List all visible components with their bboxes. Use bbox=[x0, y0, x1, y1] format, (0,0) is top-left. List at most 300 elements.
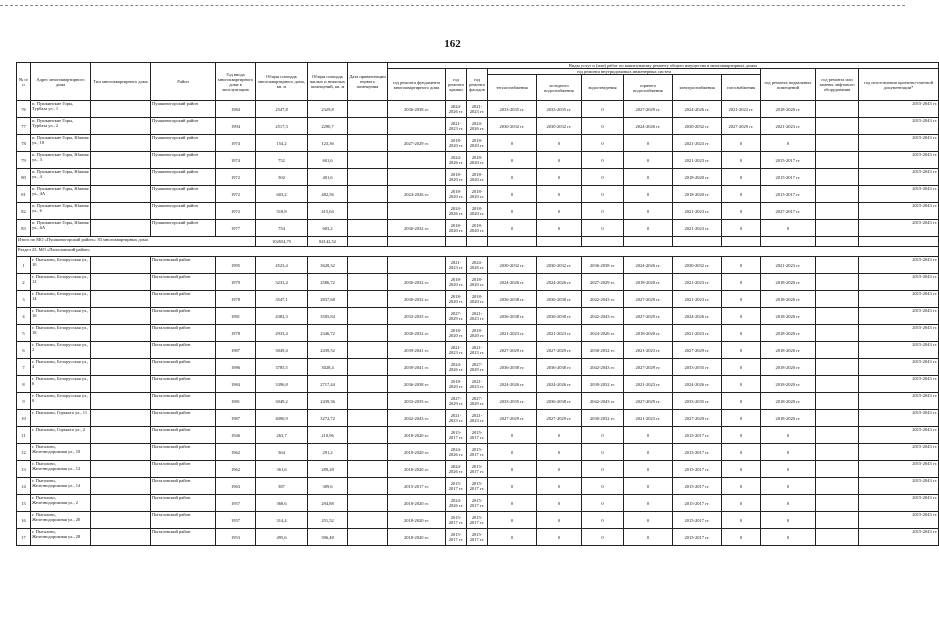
type-cell bbox=[91, 257, 151, 274]
design-cell: 2015-2043 гг. bbox=[859, 257, 939, 274]
heat-cell: 2030-2032 гг. bbox=[488, 257, 537, 274]
section-label: Раздел 23. МО «Пыталовский район» bbox=[17, 247, 939, 257]
year-cell: 1963 bbox=[216, 478, 256, 495]
res-area-cell: 2586,72 bbox=[308, 274, 348, 291]
type-cell bbox=[91, 169, 151, 186]
elec-cell: 2015-2017 гг. bbox=[673, 512, 722, 529]
facade-cell: 2015-2017 гг. bbox=[467, 529, 488, 546]
total-area-cell: 3547,1 bbox=[256, 291, 308, 308]
total-area-cell: 361,6 bbox=[256, 461, 308, 478]
lift-cell bbox=[816, 393, 859, 410]
table-row bbox=[17, 135, 939, 152]
foundation-cell: 2018-2020 гг. bbox=[388, 529, 446, 546]
table-row bbox=[17, 291, 939, 308]
elec-cell: 2021-2023 гг. bbox=[673, 135, 722, 152]
design-cell: 2015-2043 гг. bbox=[859, 135, 939, 152]
facade-cell: 2018-2020 гг. bbox=[467, 291, 488, 308]
year-cell: 1995 bbox=[216, 257, 256, 274]
premises-cell: 0 bbox=[761, 427, 816, 444]
total-area-cell: 3049,2 bbox=[256, 393, 308, 410]
elec-cell: 2021-2023 гг. bbox=[673, 203, 722, 220]
premises-cell: 2015-2017 гг. bbox=[761, 186, 816, 203]
address-cell: г. Пыталово, Белорусская ул., 2 bbox=[31, 342, 91, 359]
heat-cell: 2024-2026 гг. bbox=[488, 274, 537, 291]
lift-cell bbox=[816, 101, 859, 118]
table-row bbox=[17, 186, 939, 203]
type-cell bbox=[91, 461, 151, 478]
res-area-cell: 2439,36 bbox=[308, 393, 348, 410]
design-cell: 2015-2043 гг. bbox=[859, 444, 939, 461]
drain-cell: 2027-2029 гг. bbox=[582, 274, 624, 291]
gas-cell: 0 bbox=[722, 220, 761, 237]
type-cell bbox=[91, 444, 151, 461]
cold-cell: 0 bbox=[537, 135, 582, 152]
address-cell: г. Пыталово, Железнодорожная ул., 20 bbox=[31, 512, 91, 529]
roof-cell: 2024-2026 гг. bbox=[446, 101, 467, 118]
gas-cell: 0 bbox=[722, 376, 761, 393]
col-elec-header: электроснабжения bbox=[673, 75, 722, 101]
roof-cell: 2027-2029 гг. bbox=[446, 308, 467, 325]
res-area-cell: 601,6 bbox=[308, 152, 348, 169]
res-area-cell: 482,56 bbox=[308, 186, 348, 203]
drain-cell: 0 bbox=[582, 427, 624, 444]
gas-cell: 0 bbox=[722, 461, 761, 478]
drain-cell: 2042-2043 гг. bbox=[582, 359, 624, 376]
hot-cell: 0 bbox=[624, 186, 673, 203]
privat-cell bbox=[348, 342, 388, 359]
row-number: 17 bbox=[17, 529, 31, 546]
cold-cell: 0 bbox=[537, 444, 582, 461]
design-cell: 2015-2043 гг. bbox=[859, 186, 939, 203]
design-cell: 2015-2043 гг. bbox=[859, 169, 939, 186]
elec-cell: 2024-2026 гг. bbox=[673, 101, 722, 118]
gas-cell: 0 bbox=[722, 203, 761, 220]
gas-cell: 0 bbox=[722, 274, 761, 291]
cold-cell: 2021-2023 гг. bbox=[537, 325, 582, 342]
elec-cell: 2021-2023 гг. bbox=[673, 152, 722, 169]
cold-cell: 0 bbox=[537, 169, 582, 186]
lift-cell bbox=[816, 376, 859, 393]
cold-cell: 0 bbox=[537, 529, 582, 546]
drain-cell: 0 bbox=[582, 512, 624, 529]
roof-cell: 2018-2020 гг. bbox=[446, 274, 467, 291]
heat-cell: 0 bbox=[488, 478, 537, 495]
heat-cell: 0 bbox=[488, 220, 537, 237]
facade-cell: 2018-2020 гг. bbox=[467, 325, 488, 342]
table-header bbox=[17, 63, 939, 101]
foundation-cell bbox=[388, 257, 446, 274]
row-number: 3 bbox=[17, 291, 31, 308]
foundation-cell: 2030-2032 гг. bbox=[388, 325, 446, 342]
foundation-cell: 2033-2035 гг. bbox=[388, 393, 446, 410]
type-cell bbox=[91, 325, 151, 342]
elec-cell: 2018-2020 гг. bbox=[673, 169, 722, 186]
total-area-cell: 495,6 bbox=[256, 529, 308, 546]
design-cell: 2015-2043 гг. bbox=[859, 478, 939, 495]
address-cell: г. Пыталово, Белорусская ул., 18 bbox=[31, 325, 91, 342]
foundation-cell: 2018-2020 гг. bbox=[388, 461, 446, 478]
row-number: 7 bbox=[17, 359, 31, 376]
hot-cell: 0 bbox=[624, 529, 673, 546]
privat-cell bbox=[348, 393, 388, 410]
privat-cell bbox=[348, 359, 388, 376]
gas-cell: 0 bbox=[722, 359, 761, 376]
privat-cell bbox=[348, 203, 388, 220]
facade-cell: 2015-2017 гг. bbox=[467, 478, 488, 495]
row-number: 79 bbox=[17, 152, 31, 169]
row-number: 4 bbox=[17, 308, 31, 325]
elec-cell: 2015-2017 гг. bbox=[673, 495, 722, 512]
res-area-cell: 2717,44 bbox=[308, 376, 348, 393]
privat-cell bbox=[348, 118, 388, 135]
district-cell: Пушкиногорский район bbox=[151, 203, 216, 220]
hot-cell: 2027-2029 гг. bbox=[624, 291, 673, 308]
lift-cell bbox=[816, 495, 859, 512]
type-cell bbox=[91, 512, 151, 529]
table-row bbox=[17, 257, 939, 274]
year-cell: 1974 bbox=[216, 152, 256, 169]
heat-cell: 2033-2035 гг. bbox=[488, 393, 537, 410]
table-row bbox=[17, 529, 939, 546]
cold-cell: 2036-2038 гг. bbox=[537, 359, 582, 376]
district-cell: Пыталовский район bbox=[151, 529, 216, 546]
roof-cell: 2021-2023 гг. bbox=[446, 118, 467, 135]
privat-cell bbox=[348, 291, 388, 308]
roof-cell: 2018-2020 гг. bbox=[446, 169, 467, 186]
year-cell: 1978 bbox=[216, 325, 256, 342]
year-cell: 1977 bbox=[216, 220, 256, 237]
premises-cell: 2018-2020 гг. bbox=[761, 393, 816, 410]
roof-cell: 2015-2017 гг. bbox=[446, 427, 467, 444]
facade-cell: 2015-2017 гг. bbox=[467, 427, 488, 444]
address-cell: г. Пыталово, Белорусская ул., 12 bbox=[31, 274, 91, 291]
res-area-cell: 2837,68 bbox=[308, 291, 348, 308]
premises-cell: 0 bbox=[761, 495, 816, 512]
elec-cell: 2021-2023 гг. bbox=[673, 220, 722, 237]
district-cell: Пыталовский район bbox=[151, 512, 216, 529]
table-row bbox=[17, 118, 939, 135]
elec-cell: 2015-2017 гг. bbox=[673, 529, 722, 546]
address-cell: г. Пыталово, Белорусская ул., 4 bbox=[31, 359, 91, 376]
foundation-cell: 2030-2032 гг. bbox=[388, 291, 446, 308]
heat-cell: 0 bbox=[488, 169, 537, 186]
gas-cell: 0 bbox=[722, 135, 761, 152]
district-cell: Пыталовский район bbox=[151, 291, 216, 308]
elec-cell: 2030-2032 гг. bbox=[673, 118, 722, 135]
col-drain-header: водоотведения bbox=[582, 75, 624, 101]
premises-cell: 2015-2017 гг. bbox=[761, 169, 816, 186]
drain-cell: 0 bbox=[582, 529, 624, 546]
premises-cell: 2021-2023 гг. bbox=[761, 118, 816, 135]
total-area-cell: 364 bbox=[256, 444, 308, 461]
total-area-cell: 518,8 bbox=[256, 203, 308, 220]
year-cell: 1984 bbox=[216, 101, 256, 118]
elec-cell: 2030-2032 гг. bbox=[673, 257, 722, 274]
heat-cell: 2027-2029 гг. bbox=[488, 410, 537, 427]
elec-cell: 2015-2017 гг. bbox=[673, 427, 722, 444]
hot-cell: 2024-2026 гг. bbox=[624, 257, 673, 274]
gas-cell: 0 bbox=[722, 152, 761, 169]
year-cell: 1972 bbox=[216, 169, 256, 186]
district-cell: Пыталовский район bbox=[151, 325, 216, 342]
district-cell: Пыталовский район bbox=[151, 410, 216, 427]
drain-cell: 0 bbox=[582, 101, 624, 118]
design-cell: 2015-2043 гг. bbox=[859, 152, 939, 169]
cold-cell: 0 bbox=[537, 427, 582, 444]
hot-cell: 0 bbox=[624, 203, 673, 220]
premises-cell: 2018-2020 гг. bbox=[761, 325, 816, 342]
row-number: 76 bbox=[17, 101, 31, 118]
table-row bbox=[17, 152, 939, 169]
heat-cell: 2024-2026 гг. bbox=[488, 376, 537, 393]
table-row bbox=[17, 512, 939, 529]
year-cell: 1946 bbox=[216, 427, 256, 444]
table-row bbox=[17, 203, 939, 220]
res-area-cell: 2439,52 bbox=[308, 342, 348, 359]
row-number: 15 bbox=[17, 495, 31, 512]
address-cell: г. Пыталово, Железнодорожная ул., 10 bbox=[31, 444, 91, 461]
lift-cell bbox=[816, 274, 859, 291]
hot-cell: 0 bbox=[624, 427, 673, 444]
foundation-cell: 2036-2038 гг. bbox=[388, 101, 446, 118]
design-cell: 2015-2043 гг. bbox=[859, 410, 939, 427]
table-row bbox=[17, 376, 939, 393]
address-cell: г. Пыталово, Железнодорожная ул., 2 bbox=[31, 495, 91, 512]
res-area-cell: 396,48 bbox=[308, 529, 348, 546]
premises-cell: 2018-2020 гг. bbox=[761, 101, 816, 118]
drain-cell: 0 bbox=[582, 444, 624, 461]
drain-cell: 0 bbox=[582, 169, 624, 186]
total-label: Итого по МО «Пушкиногорский район»: 83 многоквартирных дома bbox=[17, 237, 256, 247]
drain-cell: 2030-2032 гг. bbox=[582, 376, 624, 393]
lift-cell bbox=[816, 461, 859, 478]
district-cell: Пыталовский район bbox=[151, 376, 216, 393]
roof-cell: 2015-2017 гг. bbox=[446, 512, 467, 529]
elec-cell: 2027-2029 гг. bbox=[673, 342, 722, 359]
res-area-cell: 3028,4 bbox=[308, 359, 348, 376]
document-sheet bbox=[16, 62, 938, 546]
year-cell: 1981 bbox=[216, 308, 256, 325]
address-cell: г. Пыталово, Белорусская ул., 8 bbox=[31, 393, 91, 410]
row-number: 12 bbox=[17, 444, 31, 461]
heat-cell: 0 bbox=[488, 444, 537, 461]
premises-cell: 2018-2020 гг. bbox=[761, 410, 816, 427]
year-cell: 1972 bbox=[216, 203, 256, 220]
lift-cell bbox=[816, 342, 859, 359]
roof-cell: 2027-2029 гг. bbox=[446, 393, 467, 410]
hot-cell: 2027-2029 гг. bbox=[624, 393, 673, 410]
total-area-cell: 3396,8 bbox=[256, 376, 308, 393]
heat-cell: 0 bbox=[488, 512, 537, 529]
res-area-cell: 123,36 bbox=[308, 135, 348, 152]
res-area-cell: 291,2 bbox=[308, 444, 348, 461]
hot-cell: 2021-2023 гг. bbox=[624, 342, 673, 359]
table-row bbox=[17, 308, 939, 325]
gas-cell: 0 bbox=[722, 186, 761, 203]
district-cell: Пыталовский район bbox=[151, 427, 216, 444]
row-number: 10 bbox=[17, 410, 31, 427]
design-cell: 2015-2043 гг. bbox=[859, 220, 939, 237]
foundation-cell: 2039-2041 гг. bbox=[388, 359, 446, 376]
address-cell: г. Пыталово, Горького ул., 11 bbox=[31, 410, 91, 427]
gas-cell: 0 bbox=[722, 529, 761, 546]
privat-cell bbox=[348, 427, 388, 444]
gas-cell: 0 bbox=[722, 478, 761, 495]
foundation-cell: 2018-2020 гг. bbox=[388, 512, 446, 529]
row-number: 8 bbox=[17, 376, 31, 393]
col-district-header: Район bbox=[151, 63, 216, 101]
drain-cell: 0 bbox=[582, 152, 624, 169]
lift-cell bbox=[816, 220, 859, 237]
district-cell: Пушкиногорский район bbox=[151, 152, 216, 169]
res-area-sum: 84142,52 bbox=[308, 237, 348, 247]
privat-cell bbox=[348, 186, 388, 203]
hot-cell: 0 bbox=[624, 135, 673, 152]
district-cell: Пыталовский район bbox=[151, 444, 216, 461]
district-cell: Пушкиногорский район bbox=[151, 135, 216, 152]
roof-cell: 2018-2020 гг. bbox=[446, 291, 467, 308]
lift-cell bbox=[816, 186, 859, 203]
district-cell: Пыталовский район bbox=[151, 495, 216, 512]
total-area-cell: 752 bbox=[256, 152, 308, 169]
drain-cell: 0 bbox=[582, 186, 624, 203]
row-number: 16 bbox=[17, 512, 31, 529]
elec-cell: 2015-2017 гг. bbox=[673, 461, 722, 478]
premises-cell: 0 bbox=[761, 444, 816, 461]
foundation-cell bbox=[388, 152, 446, 169]
foundation-cell: 2036-2038 гг. bbox=[388, 376, 446, 393]
address-cell: г. Пыталово, Железнодорожная ул., 28 bbox=[31, 529, 91, 546]
elec-cell: 2021-2023 гг. bbox=[673, 291, 722, 308]
design-cell: 2015-2043 гг. bbox=[859, 427, 939, 444]
hot-cell: 0 bbox=[624, 478, 673, 495]
hot-cell: 2027-2029 гг. bbox=[624, 101, 673, 118]
drain-cell: 0 bbox=[582, 135, 624, 152]
district-cell: Пыталовский район bbox=[151, 257, 216, 274]
total-area-cell: 4382,3 bbox=[256, 308, 308, 325]
foundation-cell: 2030-2032 гг. bbox=[388, 274, 446, 291]
district-cell: Пыталовский район bbox=[151, 461, 216, 478]
facade-cell: 2024-2026 гг. bbox=[467, 257, 488, 274]
totals-section bbox=[17, 237, 939, 257]
address-cell: п. Пушкинские Горы, Турбаза ул., 2 bbox=[31, 118, 91, 135]
cold-cell: 2024-2026 гг. bbox=[537, 376, 582, 393]
type-cell bbox=[91, 135, 151, 152]
roof-cell: 2021-2023 гг. bbox=[446, 257, 467, 274]
privat-cell bbox=[348, 325, 388, 342]
roof-cell: 2024-2026 гг. bbox=[446, 444, 467, 461]
premises-cell: 2018-2020 гг. bbox=[761, 274, 816, 291]
drain-cell: 2024-2026 гг. bbox=[582, 325, 624, 342]
privat-cell bbox=[348, 220, 388, 237]
privat-cell bbox=[348, 101, 388, 118]
design-cell: 2015-2043 гг. bbox=[859, 308, 939, 325]
facade-cell: 2018-2020 гг. bbox=[467, 203, 488, 220]
lift-cell bbox=[816, 135, 859, 152]
res-area-cell: 210,96 bbox=[308, 427, 348, 444]
col-privat-header: Дата приватизации первого помещения bbox=[348, 63, 388, 101]
year-cell: 1957 bbox=[216, 495, 256, 512]
heat-cell: 0 bbox=[488, 461, 537, 478]
roof-cell: 2021-2023 гг. bbox=[446, 410, 467, 427]
design-cell: 2015-2043 гг. bbox=[859, 495, 939, 512]
col-works-group-header: Виды услуг и (или) работ по капитальному ремонту общего имущества в многоквартирных домах bbox=[388, 63, 939, 69]
lift-cell bbox=[816, 118, 859, 135]
lift-cell bbox=[816, 410, 859, 427]
year-cell: 1986 bbox=[216, 359, 256, 376]
heat-cell: 2030-2032 гг. bbox=[488, 118, 537, 135]
design-cell: 2015-2043 гг. bbox=[859, 529, 939, 546]
lift-cell bbox=[816, 203, 859, 220]
type-cell bbox=[91, 478, 151, 495]
facade-cell: 2021-2023 гг. bbox=[467, 308, 488, 325]
res-area-cell: 289,28 bbox=[308, 461, 348, 478]
facade-cell: 2018-2020 гг. bbox=[467, 169, 488, 186]
facade-cell: 2015-2017 гг. bbox=[467, 495, 488, 512]
privat-cell bbox=[348, 512, 388, 529]
hot-cell: 0 bbox=[624, 152, 673, 169]
roof-cell: 2018-2020 гг. bbox=[446, 135, 467, 152]
gas-cell: 0 bbox=[722, 427, 761, 444]
roof-cell: 2018-2020 гг. bbox=[446, 325, 467, 342]
hot-cell: 0 bbox=[624, 444, 673, 461]
type-cell bbox=[91, 529, 151, 546]
heat-cell: 0 bbox=[488, 529, 537, 546]
roof-cell: 2024-2026 гг. bbox=[446, 203, 467, 220]
address-cell: г. Пыталово, Белорусская ул., 6 bbox=[31, 376, 91, 393]
gas-cell: 0 bbox=[722, 512, 761, 529]
cold-cell: 2030-2032 гг. bbox=[537, 118, 582, 135]
cold-cell: 0 bbox=[537, 220, 582, 237]
privat-cell bbox=[348, 257, 388, 274]
district-cell: Пыталовский район bbox=[151, 274, 216, 291]
year-cell: 1984 bbox=[216, 376, 256, 393]
hot-cell: 0 bbox=[624, 169, 673, 186]
year-cell: 1962 bbox=[216, 461, 256, 478]
hot-cell: 2027-2029 гг. bbox=[624, 359, 673, 376]
row-number: 6 bbox=[17, 342, 31, 359]
total-area-cell: 754 bbox=[256, 220, 308, 237]
foundation-cell: 2018-2020 гг. bbox=[388, 427, 446, 444]
total-area-cell: 3049,4 bbox=[256, 342, 308, 359]
district-cell: Пушкиногорский район bbox=[151, 220, 216, 237]
col-premises-header: год ремонта подвальных помещений bbox=[761, 69, 816, 101]
col-internal-group-header: год ремонта внутридомовых инженерных систем bbox=[488, 69, 761, 75]
total-area-cell: 2933,4 bbox=[256, 325, 308, 342]
premises-cell: 2018-2020 гг. bbox=[761, 342, 816, 359]
year-cell: 1994 bbox=[216, 118, 256, 135]
design-cell: 2015-2043 гг. bbox=[859, 118, 939, 135]
hot-cell: 2024-2026 гг. bbox=[624, 118, 673, 135]
type-cell bbox=[91, 220, 151, 237]
gas-cell: 0 bbox=[722, 410, 761, 427]
total-area-cell: 4090,9 bbox=[256, 410, 308, 427]
table-row bbox=[17, 325, 939, 342]
premises-cell: 2027-2017 гг. bbox=[761, 203, 816, 220]
cold-cell: 0 bbox=[537, 512, 582, 529]
drain-cell: 2030-2032 гг. bbox=[582, 410, 624, 427]
address-cell: г. Пыталово, Железнодорожная ул., 12 bbox=[31, 461, 91, 478]
year-cell: 1979 bbox=[216, 274, 256, 291]
roof-cell: 2021-2023 гг. bbox=[446, 342, 467, 359]
privat-cell bbox=[348, 444, 388, 461]
type-cell bbox=[91, 274, 151, 291]
gas-cell: 0 bbox=[722, 169, 761, 186]
facade-cell: 2015-2017 гг. bbox=[467, 444, 488, 461]
row-number: 13 bbox=[17, 461, 31, 478]
type-cell bbox=[91, 291, 151, 308]
hot-cell: 0 bbox=[624, 495, 673, 512]
